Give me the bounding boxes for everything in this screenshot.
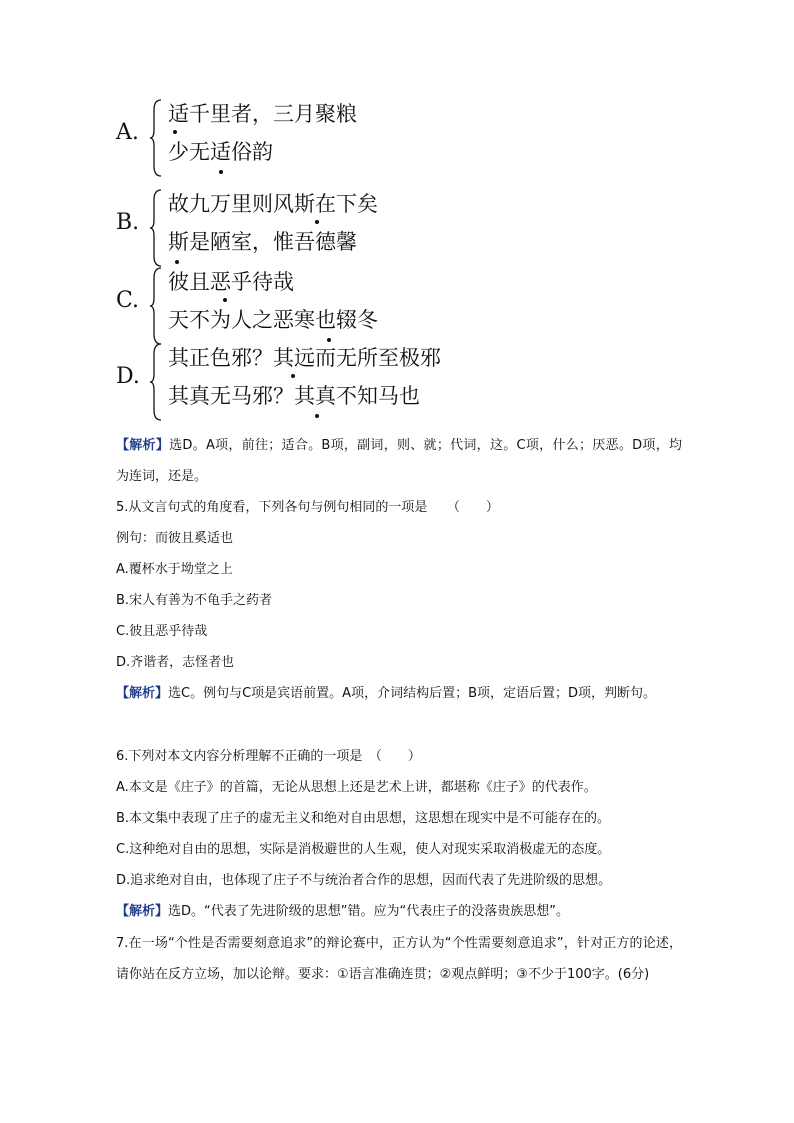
option-line-2: 天不为人之恶寒也辍冬 <box>168 308 378 332</box>
q6-choice-c: C.这种绝对自由的思想，实际是消极避世的人生观，使人对现实采取消极虚无的态度。 <box>116 842 611 857</box>
option-line-1: 其正色邪？其远而无所至极邪 <box>168 346 441 370</box>
q5-choice-c: C.彼且恶乎待哉 <box>116 624 208 639</box>
analysis-text: 选C。例句与C项是宾语前置。A项，介词结构后置；B项，定语后置；D项，判断句。 <box>168 686 656 701</box>
option-letter: B. <box>116 210 140 235</box>
q5-example: 例句：而彼且奚适也 <box>116 531 234 546</box>
q5-choice-d: D.齐谐者，志怪者也 <box>116 655 235 670</box>
q5-stem: 5.从文言句式的角度看，下列各句与例句相同的一项是 （ ） <box>116 500 499 515</box>
q5-choice-b: B.宋人有善为不龟手之药者 <box>116 593 273 608</box>
q5-analysis <box>116 678 682 709</box>
option-line-2: 少无适俗韵 <box>168 140 273 164</box>
option-letter: A. <box>116 120 139 145</box>
emphasis-dot-icon <box>175 260 179 264</box>
q6-choice-a: A.本文是《庄子》的首篇，无论从思想上还是艺术上讲，都堪称《庄子》的代表作。 <box>116 780 597 795</box>
q6-analysis <box>116 896 682 927</box>
emphasis-dot-icon <box>315 220 319 224</box>
emphasis-dot-icon <box>173 130 177 134</box>
emphasis-dot-icon <box>219 170 223 174</box>
analysis-label: 【解析】 <box>116 904 169 919</box>
q6-choice-b: B.本文集中表现了庄子的虚无主义和绝对自由思想，这思想在现实中是不可能存在的。 <box>116 811 611 826</box>
option-line-1: 适千里者，三月聚粮 <box>168 102 357 126</box>
emphasis-dot-icon <box>291 374 295 378</box>
option-letter: C. <box>116 288 140 313</box>
left-brace-icon <box>150 266 162 346</box>
option-line-1: 彼且恶乎待哉 <box>168 270 294 294</box>
left-brace-icon <box>150 188 162 268</box>
analysis-text: 选D。A项，前往；适合。B项，副词，则、就；代词，这。C项，什么；厌恶。D项，均为连词，还是。 <box>116 438 682 484</box>
option-line-1: 故九万里则风斯在下矣 <box>168 192 378 216</box>
analysis-label: 【解析】 <box>116 438 170 453</box>
emphasis-dot-icon <box>315 414 319 418</box>
q6-choice-d: D.追求绝对自由，也体现了庄子不与统治者合作的思想，因而代表了先进阶级的思想。 <box>116 873 612 888</box>
emphasis-dot-icon <box>223 298 227 302</box>
emphasis-dot-icon <box>327 338 331 342</box>
option-line-2: 其真无马邪？其真不知马也 <box>168 384 420 408</box>
option-line-2: 斯是陋室，惟吾德馨 <box>168 230 357 254</box>
left-brace-icon <box>150 98 162 178</box>
q7-stem: 7.在一场“个性是否需要刻意追求”的辩论赛中，正方认为“个性需要刻意追求”，针对正方的论述，请你站在反方立场，加以论辩。要求：①语言准确连贯；②观点鲜明；③不少于100字。(6分) <box>116 936 682 982</box>
q4-analysis <box>116 430 682 492</box>
q5-choice-a: A.覆杯水于坳堂之上 <box>116 562 233 577</box>
analysis-text: 选D。“代表了先进阶级的思想”错。应为“代表庄子的没落贵族思想”。 <box>168 904 569 919</box>
option-letter: D. <box>116 364 140 389</box>
q6-stem: 6.下列对本文内容分析理解不正确的一项是 （ ） <box>116 749 421 764</box>
analysis-label: 【解析】 <box>116 686 169 701</box>
left-brace-icon <box>150 342 162 422</box>
